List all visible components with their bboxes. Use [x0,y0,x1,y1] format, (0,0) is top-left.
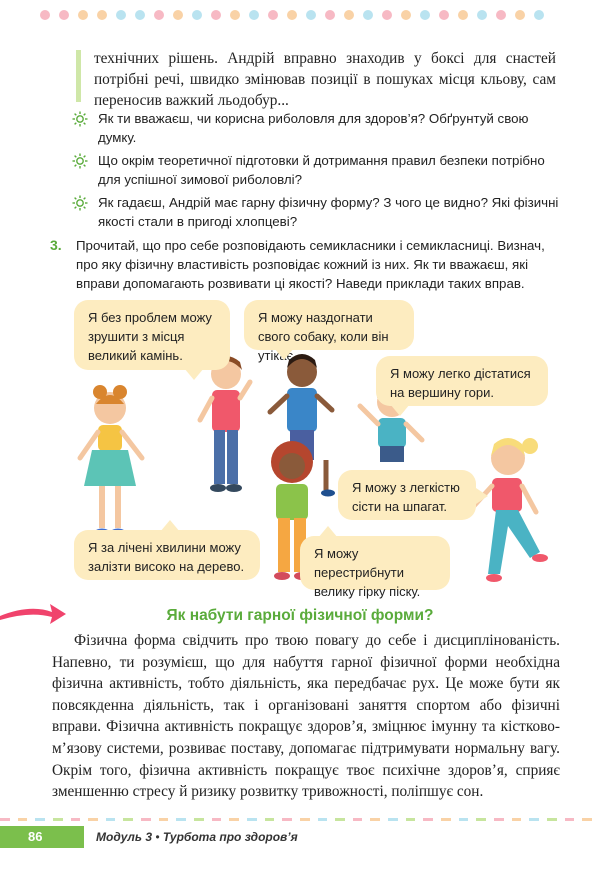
decor-dot [439,10,449,20]
question-text: Як ти вважаєш, чи корисна риболовля для здоров’я? Обґрунтуй свою думку. [98,111,529,145]
decor-dot [135,10,145,20]
bubble-tail [274,348,294,360]
question-item [72,152,560,189]
decor-dot [249,10,259,20]
decor-dash [159,818,169,821]
decor-dash [565,818,575,821]
decor-dot [211,10,221,20]
question-text: Що окрім теоретичної підготовки й дотримання правил безпеки потрібно для успішної зимової риболовлі? [98,153,545,187]
question-item [72,194,560,231]
decor-dot [154,10,164,20]
task-text: Прочитай, що про себе розповідають семикласники і семикласниці. Визнач, про яку фізичну властивість розповідає кожний із них. Як ти вважаєш, які вправи допомагають розвивати ці якості? Наведи приклади таких вправ. [76,238,545,291]
girl-left-figure [80,385,142,536]
decor-dash [176,818,186,821]
decor-dash [529,818,539,821]
bubble-tail [184,368,204,380]
decor-dash [335,818,345,821]
decor-dash [265,818,275,821]
decor-dash [406,818,416,821]
decor-dot [230,10,240,20]
bubble-text: Я можу наздогнати свого собаку, коли він утікає. [258,310,389,363]
question-item [72,110,560,147]
decor-dash [88,818,98,821]
decor-dash [35,818,45,821]
decor-dot [363,10,373,20]
decor-dash [212,818,222,821]
speech-bubble-jump [300,536,450,599]
decor-dot [287,10,297,20]
decor-dot [534,10,544,20]
blonde-girl-figure [472,438,548,582]
bubble-tail [160,520,180,532]
quote-text: технічних рішень. Андрій вправно знаходив у боксі для снастей потрібні речі, швидко змінював позиції в пошуках місця кльову, сам переносив важкий льодобур... [94,50,556,109]
sun-bullet-icon [72,153,88,189]
decor-dot [496,10,506,20]
decor-dash [247,818,257,821]
bubble-text: Я можу з легкістю сісти на шпагат. [352,480,460,514]
body-paragraph: Фізична форма свідчить про твою повагу до себе і дисциплінованість. Напевно, ти розумієш, що для набуття гарної фізичної форми необхідна фізична активність, тобто діяльність, яка передбачає рух. Це може бути як повсякденна діяльність, так і організовані заняття спортом або фізичні вправи. Фізична активність покращує здоров’я, зміцнює імунну та кістково-м’язову системи, розвиває поставу, допомагає підтримувати нормальну вагу. Окрім того, фізична активність покращує твоє психічне здоров’я, сприяє зменшенню стресу й ризику розвитку тривожності, поліпшує сон. [52,632,560,801]
bubble-text: Я без проблем можу зрушити з місця великий камінь. [88,310,212,363]
decor-dash [512,818,522,821]
speech-bubble-endurance [376,356,548,406]
decor-dot [116,10,126,20]
speech-bubble-flexibility [338,470,476,520]
bubble-tail [390,404,410,416]
module-separator: • [152,830,163,844]
decor-dash [194,818,204,821]
decor-dot [40,10,50,20]
decor-dash [459,818,469,821]
footer-module [96,830,298,844]
decor-dash [106,818,116,821]
decor-dash [282,818,292,821]
decor-dash [18,818,28,821]
decor-dash [353,818,363,821]
decor-dot [306,10,316,20]
module-title: Турбота про здоров’я [162,830,298,844]
decor-dash [476,818,486,821]
decor-dash [71,818,81,821]
page-number: 86 [0,826,84,848]
sun-bullet-icon [72,111,88,147]
bubble-text: Я за лічені хвилини можу залізти високо на дерево. [88,540,245,574]
decor-dot [325,10,335,20]
speech-bubble-agility [74,530,260,580]
decor-dash [547,818,557,821]
decor-dash [494,818,504,821]
bubble-tail [318,526,338,538]
bubble-tail [476,488,488,504]
decor-dash [0,818,10,821]
bubble-text: Я можу перестрибнути велику гірку піску. [314,546,421,599]
decor-dash [318,818,328,821]
question-text: Як гадаєш, Андрій має гарну фізичну форму? З чого це видно? Які фізичні якості стали в пригоді хлопцеві? [98,195,559,229]
boy-thumbs-figure [200,356,250,492]
decor-dash [423,818,433,821]
decor-dot [382,10,392,20]
top-decorative-dots [40,10,544,20]
speech-bubble-speed [244,300,414,363]
decor-dash [141,818,151,821]
decor-dot [477,10,487,20]
quote-bar [76,50,81,102]
decor-dot [97,10,107,20]
task-number: 3. [50,237,62,253]
bubble-text: Я можу легко дістатися на вершину гори. [390,366,531,400]
question-list [72,110,560,236]
decor-dot [401,10,411,20]
decor-dot [458,10,468,20]
footer-dashes [0,818,600,822]
decor-dash [582,818,592,821]
task-3 [50,236,560,293]
decor-dash [388,818,398,821]
decor-dash [370,818,380,821]
decor-dot [173,10,183,20]
decor-dot [78,10,88,20]
speech-bubble-strength [74,300,230,370]
decor-dot [192,10,202,20]
decor-dash [300,818,310,821]
decor-dot [420,10,430,20]
section-title: Як набути гарної фізичної форми? [166,607,434,624]
decor-dot [59,10,69,20]
decor-dot [515,10,525,20]
decor-dash [229,818,239,821]
decor-dash [123,818,133,821]
module-label: Модуль 3 [96,830,153,844]
decor-dot [344,10,354,20]
sun-bullet-icon [72,195,88,231]
decor-dot [268,10,278,20]
decor-dash [441,818,451,821]
decor-dash [53,818,63,821]
